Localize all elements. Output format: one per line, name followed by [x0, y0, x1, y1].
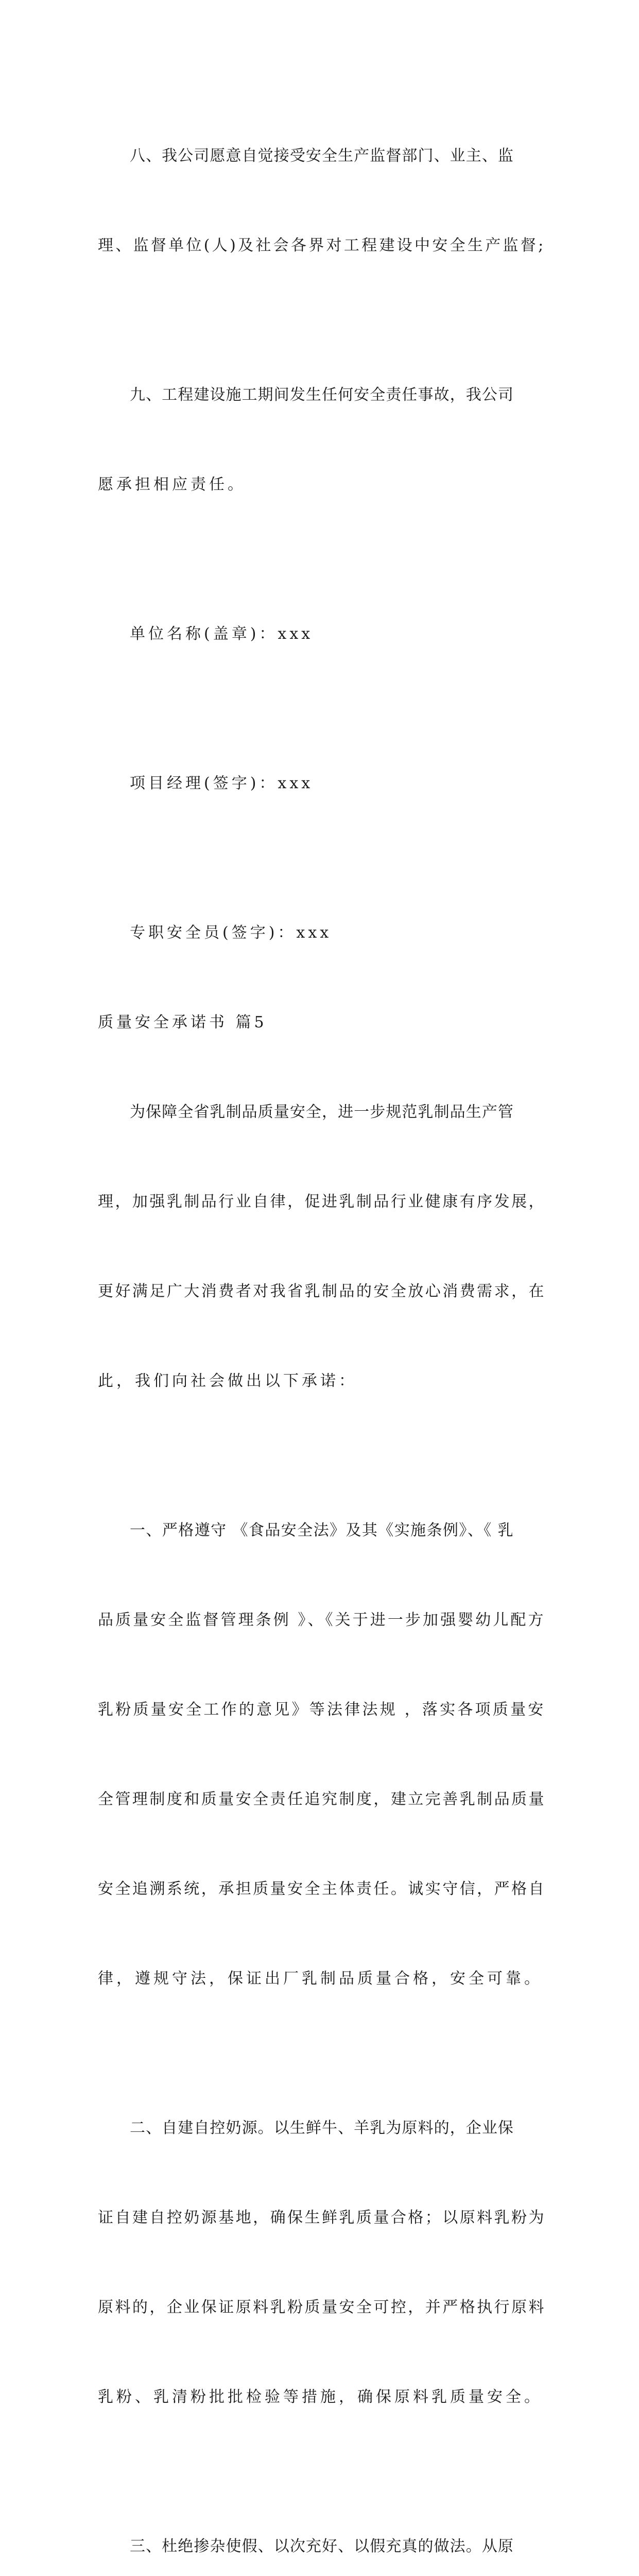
text-line: 更好满足广大消费者对我省乳制品的安全放心消费需求，在: [98, 1282, 546, 1300]
document-body: [98, 81, 546, 2576]
text-line: 证自建自控奶源基地，确保生鲜乳质量合格；以原料乳粉为: [98, 2209, 546, 2227]
paragraph-item-1: [98, 1456, 546, 2054]
text-line: 安全追溯系统，承担质量安全主体责任。诚实守信，严格自: [98, 1880, 546, 1898]
paragraph-item-9: [98, 320, 546, 560]
text-line: 乳粉质量安全工作的意见》等法律法规 ，落实各项质量安: [98, 1701, 546, 1719]
signature-unit-name: [98, 560, 546, 709]
text-line: 单位名称(盖章)：xxx: [130, 625, 314, 643]
text-line: 九、工程建设施工期间发生任何安全责任事故，我公司: [130, 386, 514, 404]
signature-project-manager: [98, 709, 546, 858]
paragraph-item-2: [98, 2054, 546, 2472]
text-line: 为保障全省乳制品质量安全，进一步规范乳制品生产管: [130, 1103, 514, 1121]
text-line: 二、自建自控奶源。以生鲜牛、羊乳为原料的，企业保: [130, 2119, 514, 2137]
paragraph-item-3: [98, 2472, 546, 2576]
text-line: 八、我公司愿意自觉接受安全生产监督部门、业主、监: [130, 147, 514, 165]
text-line: 全管理制度和质量安全责任追究制度，建立完善乳制品质量: [98, 1790, 546, 1808]
text-line: 乳粉、乳清粉批批检验等措施，确保原料乳质量安全。: [98, 2388, 543, 2406]
signature-safety-officer: [98, 858, 546, 1008]
text-line: 愿承担相应责任。: [98, 476, 246, 494]
text-line: 理、监督单位(人)及社会各界对工程建设中安全生产监督;: [98, 236, 546, 255]
text-line: 律，遵规守法，保证出厂乳制品质量合格，安全可靠。: [98, 1970, 543, 1988]
text-line: 品质量安全监督管理条例 》、《关于进一步加强婴幼儿配方: [98, 1611, 546, 1629]
text-line: 一、严格遵守 《食品安全法》及其《实施条例》、《 乳: [130, 1521, 514, 1539]
section-heading: [98, 1008, 546, 1038]
text-line: 专职安全员(签字)：xxx: [130, 924, 332, 942]
text-line: 此，我们向社会做出以下承诺：: [98, 1372, 357, 1390]
paragraph-intro: [98, 1038, 546, 1456]
text-line: 三、杜绝掺杂使假、以次充好、以假充真的做法。从原: [130, 2537, 514, 2555]
paragraph-item-8: [98, 81, 546, 320]
text-line: 项目经理(签字)：xxx: [130, 774, 314, 792]
text-line: 理，加强乳制品行业自律，促进乳制品行业健康有序发展，: [98, 1193, 546, 1211]
text-line: 原料的，企业保证原料乳粉质量安全可控，并严格执行原料: [98, 2298, 546, 2316]
heading-text: 质量安全承诺书 篇5: [98, 1013, 267, 1031]
